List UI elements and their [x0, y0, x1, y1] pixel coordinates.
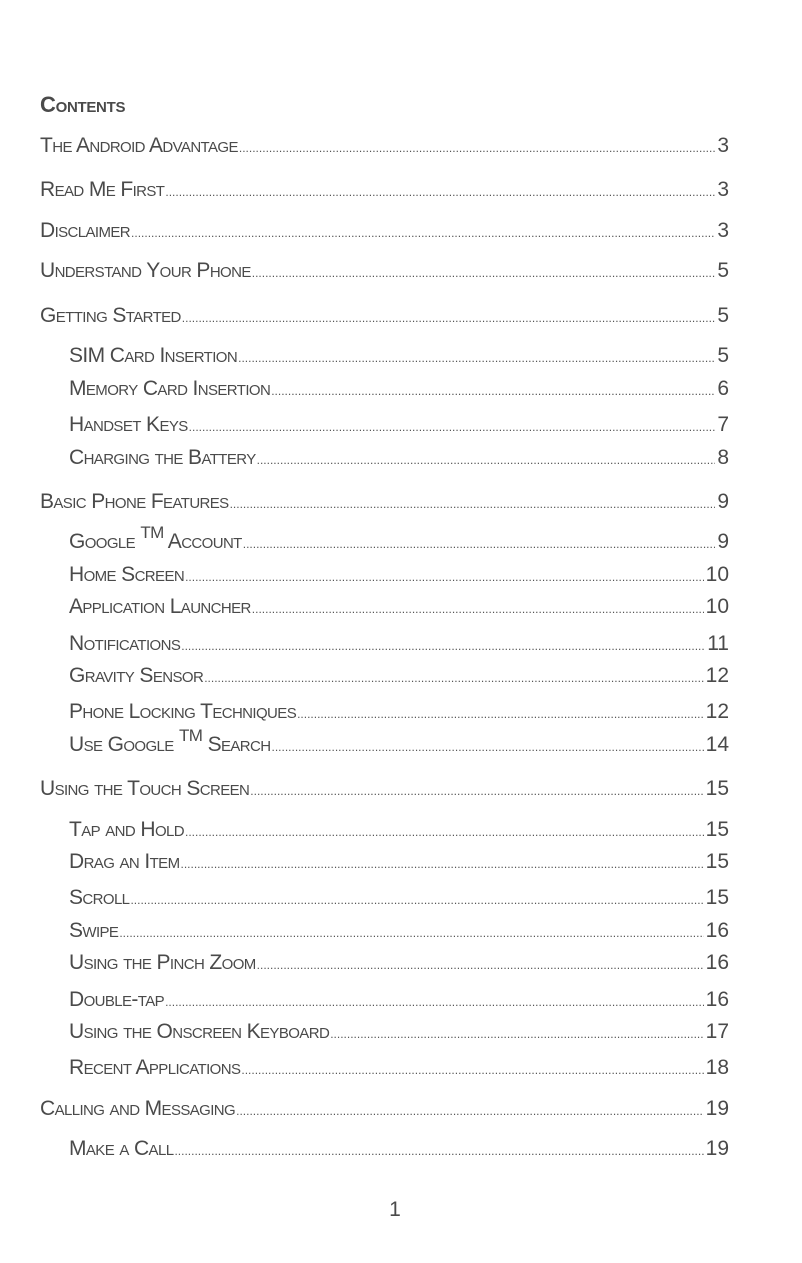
dot-leader — [236, 1099, 704, 1123]
dot-leader — [257, 448, 716, 472]
toc-entry-page: 12 — [705, 664, 729, 687]
toc-entry-page: 15 — [705, 886, 729, 909]
dot-leader — [185, 820, 704, 844]
toc-entry[interactable] — [40, 777, 729, 803]
dot-leader — [243, 532, 716, 556]
toc-entry-title: Tap and Hold — [69, 818, 184, 841]
toc-entry[interactable] — [69, 344, 729, 370]
dot-leader — [252, 261, 716, 285]
toc-entry-page: 19 — [705, 1097, 729, 1120]
toc-entry-page: 6 — [717, 377, 729, 400]
toc-entry-title: Double-tap — [69, 988, 165, 1011]
toc-entry-page: 16 — [705, 951, 729, 974]
toc-entry-title: Handset Keys — [69, 413, 188, 436]
toc-entry-title: Memory Card Insertion — [69, 377, 271, 400]
dot-leader — [204, 666, 703, 690]
toc-entry[interactable] — [40, 490, 729, 516]
toc-entry-title: Using the Onscreen Keyboard — [69, 1020, 330, 1043]
toc-entry-page: 17 — [705, 1020, 729, 1043]
toc-entry-page: 9 — [717, 490, 729, 513]
dot-leader — [119, 921, 703, 945]
toc-entry-title: Make a Call — [69, 1137, 174, 1160]
toc-entry-page: 10 — [705, 563, 729, 586]
toc-entry-title: Google ™ Account — [69, 523, 242, 553]
toc-entry[interactable] — [40, 219, 729, 245]
toc-entry-page: 18 — [705, 1056, 729, 1079]
toc-entry[interactable] — [69, 1020, 729, 1046]
toc-entry[interactable] — [69, 1137, 729, 1163]
dot-leader — [257, 953, 704, 977]
toc-entry-page: 15 — [705, 850, 729, 873]
toc-entry-page: 12 — [705, 700, 729, 723]
toc-entry[interactable] — [69, 726, 729, 759]
toc-entry-title: Phone Locking Techniques — [69, 700, 297, 723]
toc-entry-title: Swipe — [69, 919, 119, 942]
toc-entry-page: 16 — [705, 988, 729, 1011]
toc-entry[interactable] — [69, 377, 729, 403]
toc-entry-title: Read Me First — [40, 178, 165, 201]
dot-leader — [165, 990, 704, 1014]
toc-entry-title: Home Screen — [69, 563, 185, 586]
toc-entry-title: Using the Touch Screen — [40, 777, 250, 800]
toc-entry-title: Recent Applications — [69, 1056, 241, 1079]
toc-entry-title: Understand Your Phone — [40, 259, 251, 282]
toc-entry[interactable] — [69, 919, 729, 945]
dot-leader — [330, 1022, 703, 1046]
toc-entry[interactable] — [40, 178, 729, 204]
toc-entry-page: 15 — [705, 777, 729, 800]
toc-entry[interactable] — [69, 413, 729, 439]
dot-leader — [238, 346, 715, 370]
dot-leader — [250, 779, 703, 803]
toc-entry-title: Gravity Sensor — [69, 664, 204, 687]
toc-entry[interactable] — [40, 134, 729, 160]
toc-entry-page: 5 — [717, 344, 729, 367]
dot-leader — [165, 180, 715, 204]
toc-entry[interactable] — [69, 595, 729, 621]
dot-leader — [131, 221, 715, 245]
toc-entry-title: Drag an Item — [69, 850, 180, 873]
toc-entry-page: 14 — [705, 733, 729, 756]
toc-entry-page: 7 — [717, 413, 729, 436]
dot-leader — [185, 565, 704, 589]
trademark-mark: TM — [140, 523, 164, 542]
toc-entry[interactable] — [69, 850, 729, 876]
page-number: 1 — [389, 1198, 401, 1221]
toc-entry-title: Disclaimer — [40, 219, 131, 242]
toc-entry[interactable] — [40, 259, 729, 285]
toc-entry-title: Application Launcher — [69, 595, 251, 618]
dot-leader — [241, 1058, 703, 1082]
toc-entry-title: SIM Card Insertion — [69, 344, 238, 367]
toc-entry[interactable] — [40, 304, 729, 330]
dot-leader — [230, 492, 716, 516]
dot-leader — [180, 852, 703, 876]
toc-entry-page: 9 — [717, 530, 729, 553]
toc-entry-page: 8 — [717, 446, 729, 469]
toc-entry-page: 5 — [717, 304, 729, 327]
toc-entry-title: The Android Advantage — [40, 134, 238, 157]
toc-entry[interactable] — [69, 563, 729, 589]
toc-entry-title: Notifications — [69, 632, 181, 655]
dot-leader — [189, 415, 716, 439]
toc-entry[interactable] — [69, 632, 729, 658]
toc-entry[interactable] — [69, 700, 729, 726]
toc-entry-title: Calling and Messaging — [40, 1097, 236, 1120]
dot-leader — [297, 702, 704, 726]
dot-leader — [174, 1139, 703, 1163]
toc-entry[interactable] — [69, 446, 729, 472]
contents-heading: Contents — [40, 92, 126, 117]
toc-entry-title: Scroll — [69, 886, 130, 909]
toc-entry-title: Getting Started — [40, 304, 181, 327]
toc-entry-page: 11 — [707, 632, 729, 655]
toc-entry-title: Using the Pinch Zoom — [69, 951, 256, 974]
dot-leader — [130, 888, 703, 912]
dot-leader — [271, 379, 715, 403]
dot-leader — [239, 136, 715, 160]
toc-entry[interactable] — [69, 664, 729, 690]
toc-entry-title: Basic Phone Features — [40, 490, 229, 513]
toc-entry-page: 15 — [705, 818, 729, 841]
toc-entry-page: 16 — [705, 919, 729, 942]
toc-entry-page: 10 — [705, 595, 729, 618]
dot-leader — [181, 634, 705, 658]
dot-leader — [252, 597, 704, 621]
toc-entry[interactable] — [69, 818, 729, 844]
toc-entry-page: 5 — [717, 259, 729, 282]
toc-entry-page: 3 — [717, 134, 729, 157]
toc-entry[interactable] — [69, 523, 729, 556]
dot-leader — [271, 735, 703, 759]
toc-entry-page: 3 — [717, 219, 729, 242]
trademark-mark: TM — [178, 726, 203, 745]
toc-entry-title: Charging the Battery — [69, 446, 256, 469]
toc-entry[interactable] — [40, 1097, 729, 1123]
toc-entry[interactable] — [69, 988, 729, 1014]
toc-entry-page: 19 — [705, 1137, 729, 1160]
dot-leader — [182, 306, 716, 330]
toc-entry-page: 3 — [717, 178, 729, 201]
toc-entry[interactable] — [69, 951, 729, 977]
toc-entry[interactable] — [69, 1056, 729, 1082]
toc-entry-title: Use Google ™ Search — [69, 726, 271, 756]
toc-entry[interactable] — [69, 886, 729, 912]
